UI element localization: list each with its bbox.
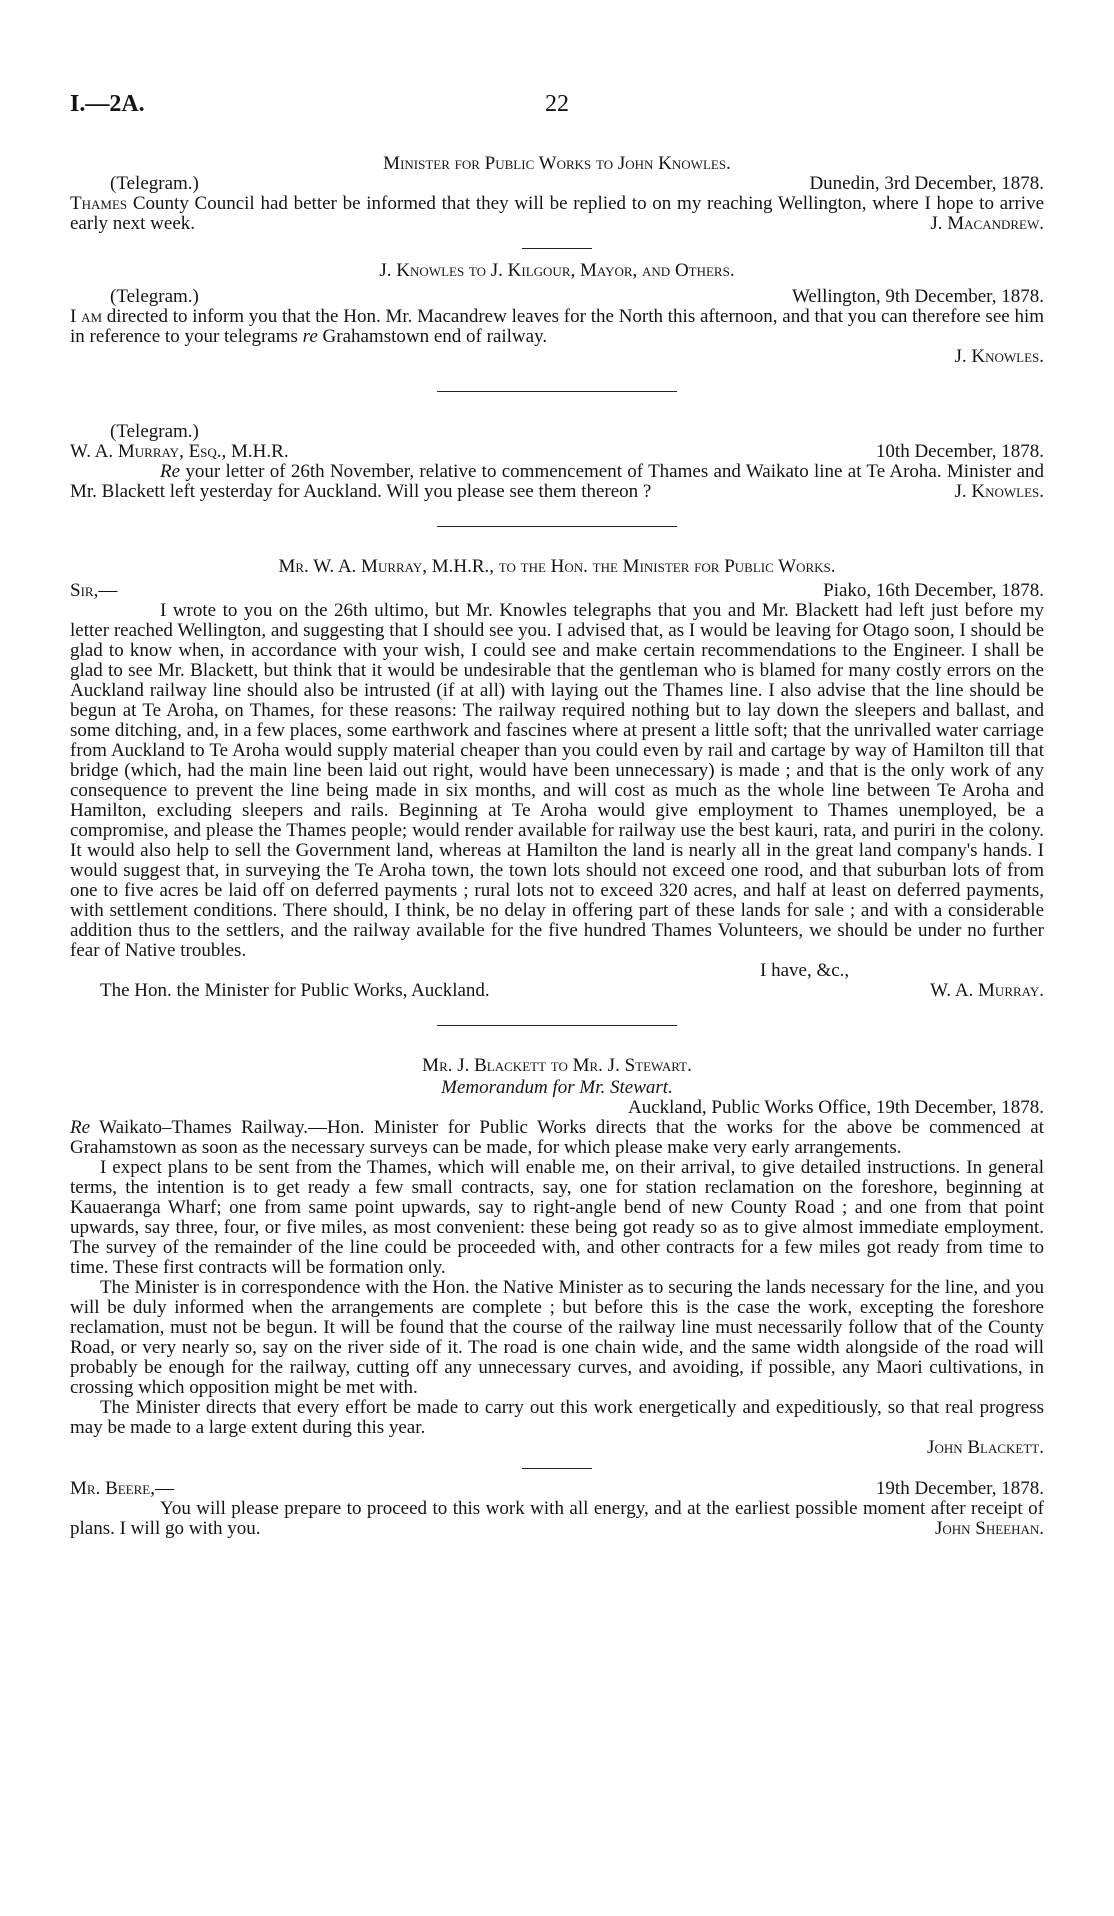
divider — [522, 248, 592, 249]
letter-place-date: Piako, 16th December, 1878. — [823, 580, 1044, 601]
letter-title: J. Knowles to J. Kilgour, Mayor, and Others. — [379, 260, 735, 281]
letter-title: Mr. W. A. Murray, M.H.R., to the Hon. the Minister for Public Works. — [278, 556, 836, 577]
letter-murray-to-minister — [70, 557, 1044, 1001]
letter-header-row — [70, 581, 1044, 601]
letter-salutation: Thames — [70, 193, 128, 214]
letter-signature: J. Knowles. — [954, 481, 1044, 502]
letter-signature: John Sheehan. — [934, 1518, 1044, 1539]
divider — [437, 526, 677, 527]
letter-sheehan-to-beere — [70, 1479, 1044, 1539]
section-reference: I.—2A. — [70, 91, 145, 117]
letter-salutation: I am — [70, 306, 103, 327]
letter-title: Minister for Public Works to John Knowles. — [383, 153, 731, 174]
letter-type: (Telegram.) — [110, 286, 199, 307]
letter-signature: W. A. Murray. — [930, 980, 1044, 1001]
letter-knowles-to-kilgour — [70, 261, 1044, 367]
letter-body: You will please prepare to proceed to this work with all energy, and at the earliest possible moment after receipt of plans. I will go with you. — [70, 1498, 1044, 1539]
letter-type: (Telegram.) — [110, 421, 199, 442]
letter-date: 10th December, 1878. — [875, 441, 1044, 462]
letter-body: Thames County Council had better be informed that they will be replied to on my reaching Wellington, where I hope to arrive early next week. — [70, 193, 1044, 234]
letter-place-date: Dunedin, 3rd December, 1878. — [809, 173, 1044, 194]
letter-macandrew-to-knowles — [70, 154, 1044, 234]
letter-header-row — [70, 442, 1044, 462]
letter-signature: J. Knowles. — [954, 346, 1044, 367]
letter-place-date: Wellington, 9th December, 1878. — [791, 286, 1044, 307]
letter-salutation: Mr. Beere,— — [70, 1478, 174, 1499]
memo-subtitle: Memorandum for Mr. Stewart. — [441, 1077, 673, 1098]
letter-header-row — [70, 174, 1044, 194]
letter-type: (Telegram.) — [110, 173, 199, 194]
letter-body: I wrote to you on the 26th ultimo, but Mr. Knowles telegraphs that you and Mr. Blackett had left just before my letter reached Wellington, and suggesting that I should see you. I advised that, as I would be leaving for Otago soon, I should be glad to know when, in accordance with your wish, I could see and make certain recommendations to the Engineer. I shall be glad to see Mr. Blackett, but think that it would be undesirable that the gentleman who is blamed for many costly errors on the Auckland railway line should also be intrusted (if at all) with laying out the Thames line. I also advise that the line should be begun at Te Aroha, on Thames, for these reasons: The railway required nothing but to lay down the sleepers and ballast, and some ditching, and, in a few places, some earthwork and fascines where at present a little soft; that the unrivalled water carriage from Auckland to Te Aroha would supply material cheaper than you could even by rail and cartage by way of Hamilton till that bridge (which, had the main line been laid out right, would have been unnecessary) is made ; and that is the only work of any consequence to prevent the line being made in six months, and will cost as much as the whole line between Te Aroha and Hamilton, excluding sleepers and rails. Beginning at Te Aroha would give employment to Thames unemployed, be a compromise, and please the Thames people; would render available for railway use the best kauri, rata, and puriri in the colony. It would also help to sell the Government land, whereas at Hamilton the land is nearly all in the great land company's hands. I would suggest that, in surveying the Te Aroha town, the town lots should not exceed one rood, and that suburban lots of from one to five acres be laid off on deferred payments ; rural lots not to exceed 320 acres, and half at least on deferred payments, with settlement conditions. There should, I think, be no delay in offering part of these lands for sale ; and with a considerable addition thus to the settlers, and the railway available for the five hundred Thames Volunteers, we should be under no further fear of Native troubles. — [70, 600, 1044, 961]
letter-header-row — [70, 1479, 1044, 1499]
page-number: 22 — [545, 91, 569, 117]
letter-header-row — [70, 287, 1044, 307]
letter-title: Mr. J. Blackett to Mr. J. Stewart. — [422, 1055, 692, 1076]
divider — [522, 1468, 592, 1469]
letter-body: Re your letter of 26th November, relative to commencement of Thames and Waikato line at Te Aroha. Minister and Mr. Blackett left yesterday for Auckland. Will you please see them thereon ? — [70, 461, 1044, 502]
memo-para-1: Re Waikato–Thames Railway.—Hon. Minister for Public Works directs that the works for the above be commenced at Grahamstown as soon as the necessary surveys can be made, for which please make very early arrangements. — [70, 1117, 1044, 1158]
letter-addressee: The Hon. the Minister for Public Works, Auckland. — [100, 980, 490, 1001]
memo-para-4: The Minister directs that every effort be made to carry out this work energetically and expeditiously, so that real progress may be made to a large extent during this year. — [70, 1397, 1044, 1438]
letter-place-date: Auckland, Public Works Office, 19th December, 1878. — [628, 1097, 1044, 1118]
letter-body: I am directed to inform you that the Hon. Mr. Macandrew leaves for the North this afternoon, and that you can therefore see him in reference to your telegrams re Grahamstown end of railway. — [70, 306, 1045, 347]
letter-signature: J. Macandrew. — [930, 213, 1044, 234]
letter-footer-row — [70, 981, 1044, 1001]
page-header — [70, 91, 1044, 134]
letter-addressee: W. A. Murray, Esq., M.H.R. — [70, 441, 289, 462]
divider — [437, 391, 677, 392]
memo-para-3: The Minister is in correspondence with the Hon. the Native Minister as to securing the lands necessary for the line, and you will be duly informed when the arrangements are complete ; but before this is the case the work, excepting the foreshore reclamation, must not be begun. It will be found that the course of the railway line must necessarily follow that of the County Road, or very nearly so, say on the river side of it. The road is one chain wide, and the same width alongside of the road will probably be enough for the railway, cutting off any unnecessary curves, and avoiding, if possible, any Maori cultivations, in crossing which opposition might be met with. — [70, 1277, 1044, 1398]
divider — [437, 1025, 677, 1026]
letter-knowles-to-murray — [70, 422, 1044, 502]
letter-signature: John Blackett. — [927, 1437, 1044, 1458]
letter-date: 19th December, 1878. — [875, 1478, 1044, 1499]
letter-blackett-to-stewart — [70, 1056, 1044, 1458]
letter-closing: I have, &c., — [760, 960, 850, 981]
memo-para-2: I expect plans to be sent from the Thames, which will enable me, on their arrival, to give detailed instructions. In general terms, the intention is to get ready a few small contracts, say, one for station reclamation on the foreshore, beginning at Kauaeranga Wharf; one from same point upwards, say to right-angle bend of new County Road ; and one from that point upwards, say three, four, or five miles, as most convenient: these being got ready so as to give almost immediate employment. The survey of the remainder of the line could be proceeded with, and other contracts for a few miles got ready from time to time. These first contracts will be formation only. — [70, 1157, 1044, 1278]
letter-salutation: Sir,— — [70, 580, 118, 601]
